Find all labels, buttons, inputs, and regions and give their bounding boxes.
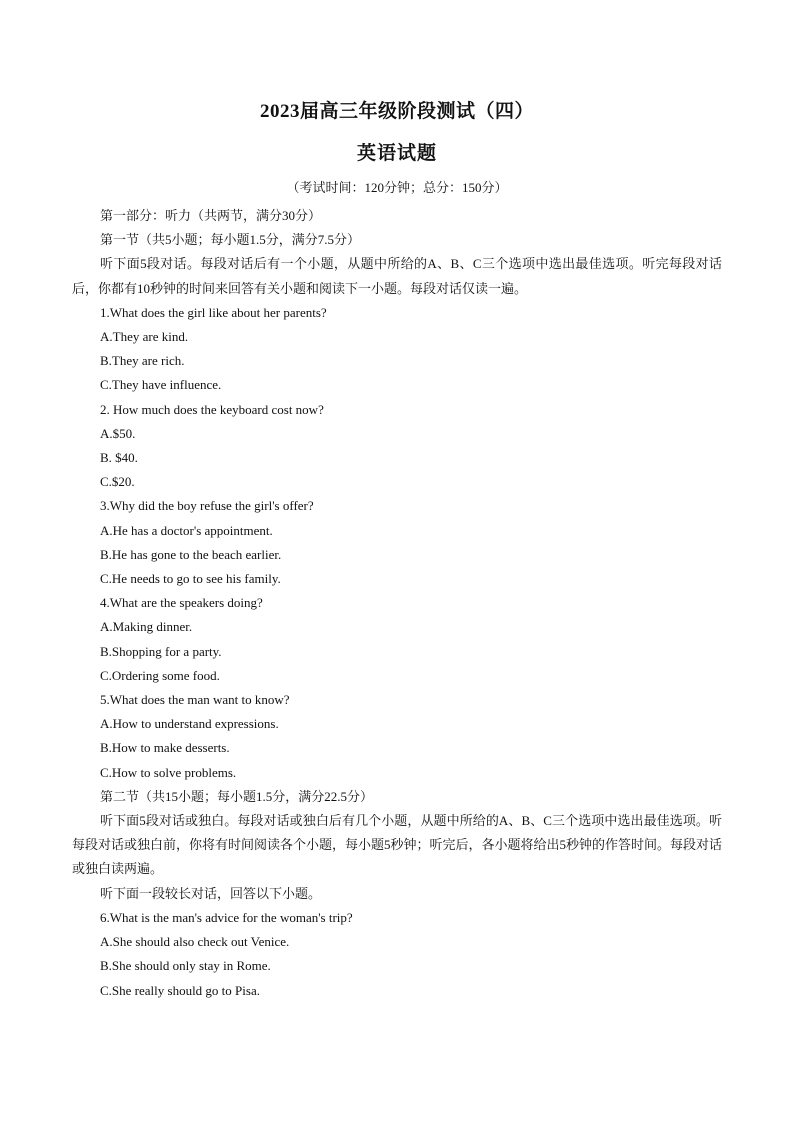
question-3-option-c: C.He needs to go to see his family.: [100, 571, 281, 587]
section1-heading: 第一节（共5小题；每小题1.5分，满分7.5分）: [100, 232, 361, 248]
question-4-option-c: C.Ordering some food.: [100, 667, 220, 683]
question-6-option-a: A.She should also check out Venice.: [100, 934, 290, 950]
question-4-stem: 4.What are the speakers doing?: [100, 595, 263, 611]
question-4-option-a: A.Making dinner.: [100, 619, 193, 635]
question-2-option-b: B. $40.: [100, 450, 138, 466]
section2-sub-instruction: 听下面一段较长对话，回答以下小题。: [100, 885, 322, 901]
question-4-option-b: B.Shopping for a party.: [100, 643, 222, 659]
exam-content: [72, 204, 722, 1003]
question-5-option-c: C.How to solve problems.: [100, 764, 237, 780]
section2-instructions: 听下面5段对话或独白。每段对话或独白后有几个小题，从题中所给的A、B、C三个选项中选出最佳选项。听每段对话或独白前，你将有时间阅读各个小题，每小题5秒钟；听完后，各小题将给出5秒钟的作答时间。每段对话或独白读两遍。: [72, 813, 723, 877]
question-5-stem: 5.What does the man want to know?: [100, 692, 290, 708]
question-2-option-c: C.$20.: [100, 474, 135, 490]
question-6-option-b: B.She should only stay in Rome.: [100, 958, 271, 974]
question-5-option-a: A.How to understand expressions.: [100, 716, 279, 732]
question-1-option-a: A.They are kind.: [100, 329, 189, 345]
exam-info: （考试时间：120分钟；总分：150分）: [286, 180, 508, 195]
exam-subtitle: 英语试题: [356, 143, 437, 164]
question-2-stem: 2. How much does the keyboard cost now?: [100, 401, 324, 417]
question-2-option-a: A.$50.: [100, 425, 136, 441]
question-3-option-a: A.He has a doctor's appointment.: [100, 522, 273, 538]
question-3-option-b: B.He has gone to the beach earlier.: [100, 546, 282, 562]
question-5-option-b: B.How to make desserts.: [100, 740, 230, 756]
part-heading: 第一部分：听力（共两节，满分30分）: [100, 208, 322, 223]
section2-heading: 第二节（共15小题；每小题1.5分，满分22.5分）: [100, 788, 374, 804]
exam-title: 2023届高三年级阶段测试（四）: [259, 101, 534, 122]
question-3-stem: 3.Why did the boy refuse the girl's offer?: [100, 498, 314, 514]
question-1-option-b: B.They are rich.: [100, 353, 185, 369]
section1-instructions: 听下面5段对话。每段对话后有一个小题，从题中所给的A、B、C三个选项中选出最佳选项。听完每段对话后，你都有10秒钟的时间来回答有关小题和阅读下一小题。每段对话仅读一遍。: [72, 256, 722, 296]
question-1-option-c: C.They have influence.: [100, 377, 222, 393]
question-1-stem: 1.What does the girl like about her parents?: [100, 304, 327, 320]
question-6-stem: 6.What is the man's advice for the woman's trip?: [100, 909, 353, 925]
question-6-option-c: C.She really should go to Pisa.: [100, 982, 260, 998]
